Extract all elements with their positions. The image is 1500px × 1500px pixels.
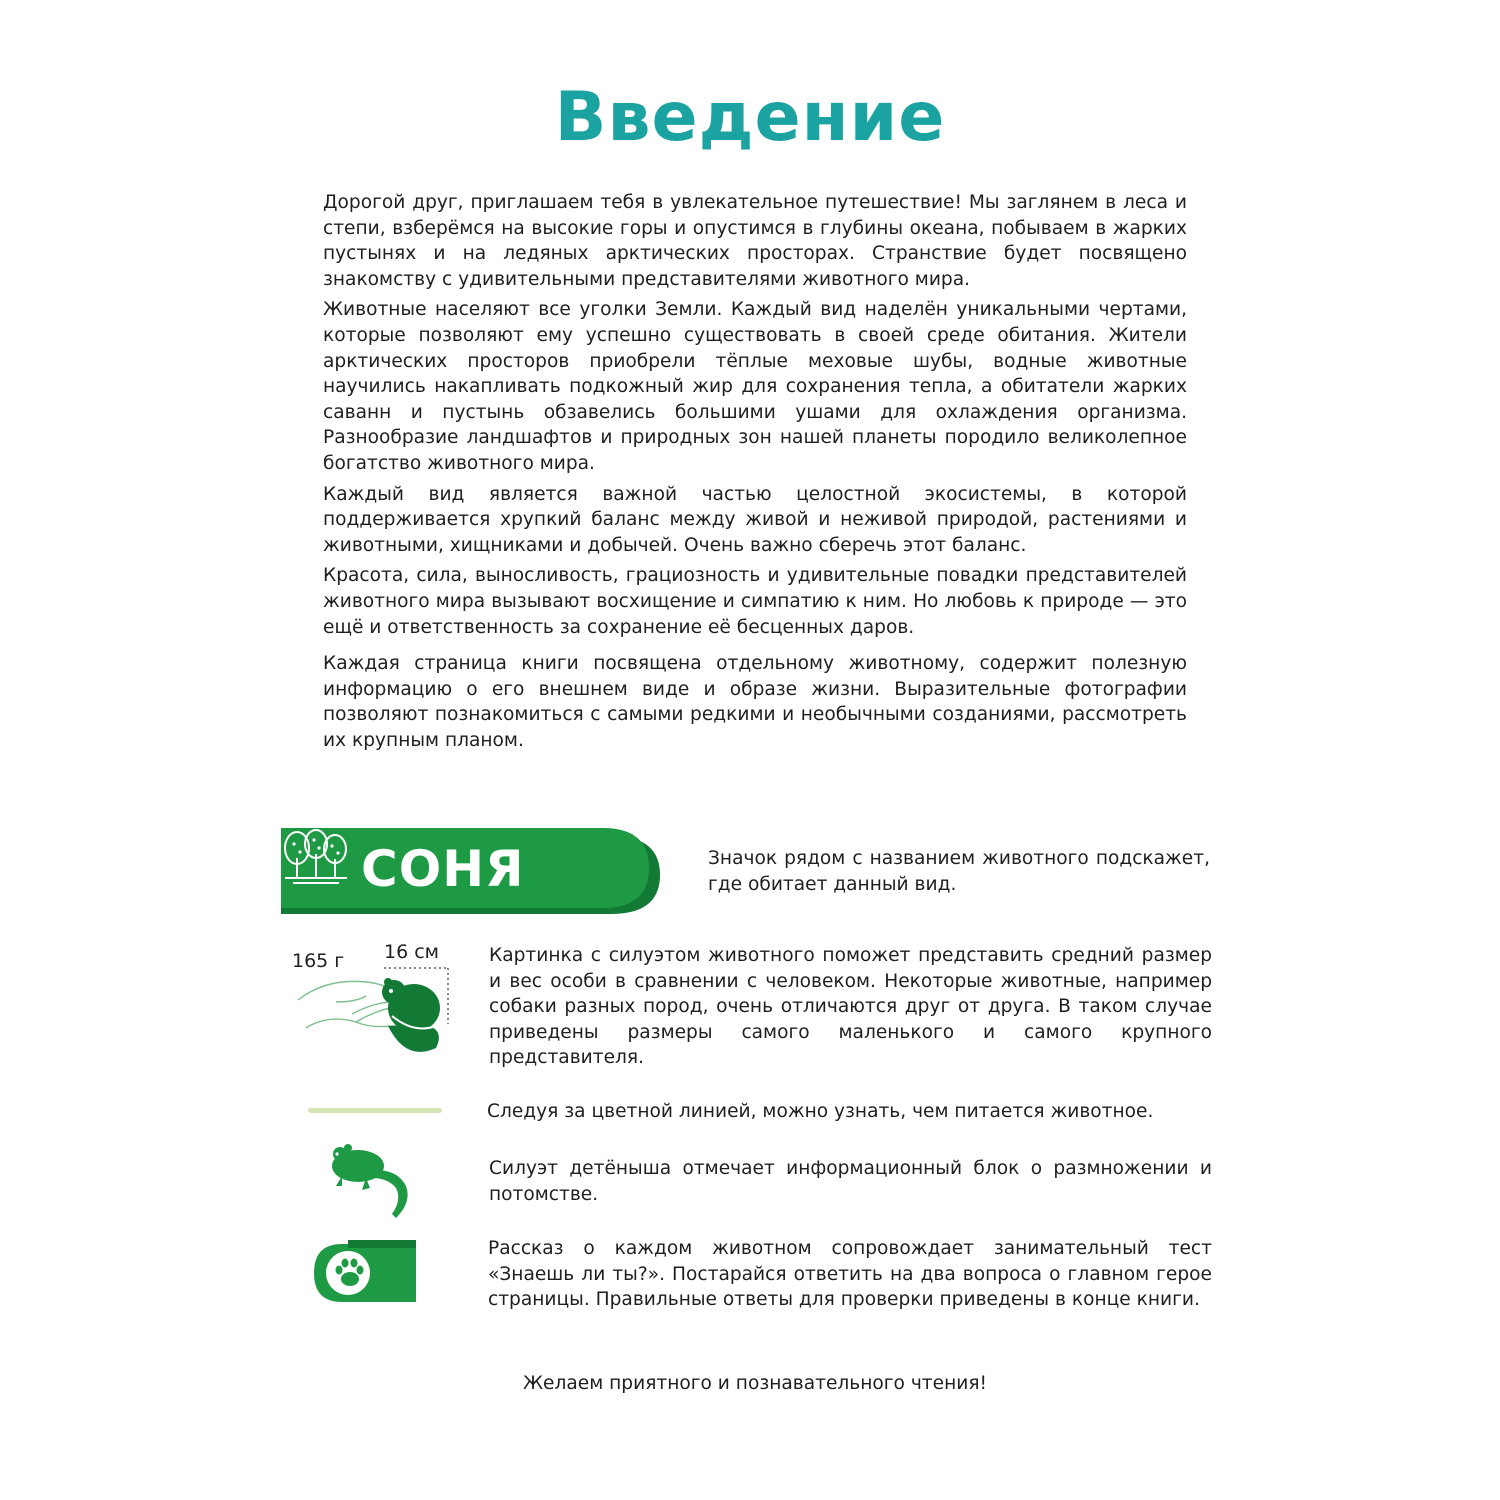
- intro-text: [323, 190, 1187, 758]
- intro-paragraph: Дорогой друг, приглашаем тебя в увлекательное путешествие! Мы заглянем в леса и степи, взберёмся на высокие горы и опустимся в глубины океана, побываем в жарких пустынях и на ледяных арктических просторах. Странствие будет посвящено знакомству с удивительными представителями животного мира.: [323, 192, 1187, 290]
- weight-label: 165 г: [292, 950, 345, 972]
- baby-dormouse-icon: [328, 1140, 412, 1222]
- offspring-note: [489, 1156, 1212, 1207]
- closing-text: Желаем приятного и познавательного чтения!: [523, 1373, 987, 1394]
- animal-name-banner: [281, 828, 660, 914]
- offspring-note-text: Силуэт детёныша отмечает информационный блок о размножении и потомстве.: [489, 1158, 1212, 1205]
- quiz-note: [488, 1236, 1212, 1313]
- page-title: Введение: [554, 78, 946, 157]
- food-note-text: Следуя за цветной линией, можно узнать, чем питается животное.: [487, 1101, 1154, 1122]
- length-label: 16 см: [384, 941, 439, 963]
- intro-paragraph: Красота, сила, выносливость, грациозность и удивительные повадки представителей животного мира вызывают восхищение и симпатию к ним. Но любовь к природе — это ещё и ответственность за сохранение её бесценных даров.: [323, 565, 1187, 638]
- banner-animal-name: СОНЯ: [361, 840, 525, 898]
- food-note: [487, 1099, 1209, 1125]
- quiz-note-text: Рассказ о каждом животном сопровождает занимательный тест «Знаешь ли ты?». Постарайся ответить на два вопроса о главном герое страницы. Правильные ответы для проверки приведены в конце книги.: [488, 1238, 1212, 1311]
- hand-with-dormouse-icon: [296, 962, 456, 1062]
- food-line: [308, 1108, 442, 1113]
- size-note-text: Картинка с силуэтом животного поможет представить средний размер и вес особи в сравнении с человеком. Некоторые животные, например собаки разных пород, очень отличаются друг от друга. В таком случае приведены размеры самого маленького и самого крупного представителя.: [489, 945, 1212, 1069]
- banner-note-text: Значок рядом с названием животного подскажет, где обитает данный вид.: [708, 848, 1210, 895]
- intro-paragraph: Каждая страница книги посвящена отдельному животному, содержит полезную информацию о его внешнем виде и образе жизни. Выразительные фотографии позволяют познакомиться с самыми редкими и необычными созданиями, рассмотреть их крупным планом.: [323, 653, 1187, 751]
- intro-paragraph: Животные населяют все уголки Земли. Каждый вид наделён уникальными чертами, которые позволяют ему успешно существовать в своей среде обитания. Жители арктических просторов приобрели тёплые меховые шубы, водные животные научились накапливать подкожный жир для сохранения тепла, а обитатели жарких саванн и пустынь обзавелись большими ушами для охлаждения организма. Разнообразие ландшафтов и природных зон нашей планеты породило великолепное богатство животного мира.: [323, 299, 1187, 474]
- forest-icon: [281, 828, 351, 886]
- intro-paragraph: Каждый вид является важной частью целостной экосистемы, в которой поддерживается хрупкий баланс между живой и неживой природой, растениями и животными, хищниками и добычей. Очень важно сберечь этот баланс.: [323, 483, 1187, 556]
- banner-note: [708, 846, 1210, 897]
- size-note: [489, 943, 1212, 1071]
- paw-icon: [312, 1240, 418, 1304]
